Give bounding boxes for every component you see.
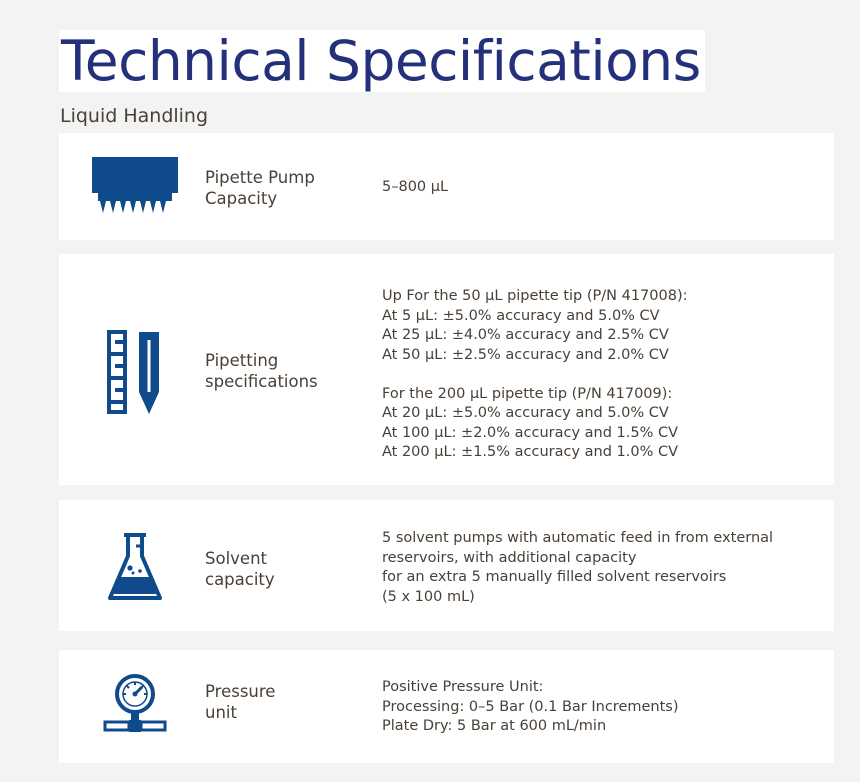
spec-value: 5–800 μL	[382, 179, 449, 195]
spec-card-pipette-pump	[59, 133, 834, 240]
spec-label: Pipetting specifications	[205, 351, 318, 391]
spec-card-pressure	[59, 650, 834, 763]
spec-card-solvent	[59, 500, 834, 631]
pipette-tip-ruler-icon	[87, 330, 183, 416]
spec-label: Pipette Pump Capacity	[205, 168, 315, 208]
spec-label: Pressure unit	[205, 682, 276, 722]
section-heading: Liquid Handling	[60, 105, 209, 127]
spec-value: Positive Pressure Unit: Processing: 0–5 Bar (0.1 Bar Increments) Plate Dry: 5 Bar at 600 mL/min	[382, 679, 679, 734]
pressure-gauge-icon	[87, 672, 183, 734]
spec-value: Up For the 50 μL pipette tip (P/N 417008): At 5 μL: ±5.0% accuracy and 5.0% CV At 25 μL: ±4.0% accuracy and 2.5% CV At 50 μL: ±2.5% accuracy and 2.0% CV For the 200 μL pipette tip (P/N 417009): At 20 μL: ±5.0% accuracy and 5.0% CV At 100 μL: ±2.0% accuracy and 1.5% CV At 200 μL: ±1.5% accuracy and 1.0% CV	[382, 288, 688, 460]
spec-label: Solvent capacity	[205, 549, 275, 589]
pipette-pump-icon	[87, 157, 183, 219]
spec-card-pipetting	[59, 254, 834, 485]
page-title: Technical Specifications	[59, 30, 705, 92]
spec-value: 5 solvent pumps with automatic feed in from external reservoirs, with additional capacity for an extra 5 manually filled solvent reservoirs (5 x 100 mL)	[382, 530, 774, 605]
flask-icon	[87, 532, 183, 602]
